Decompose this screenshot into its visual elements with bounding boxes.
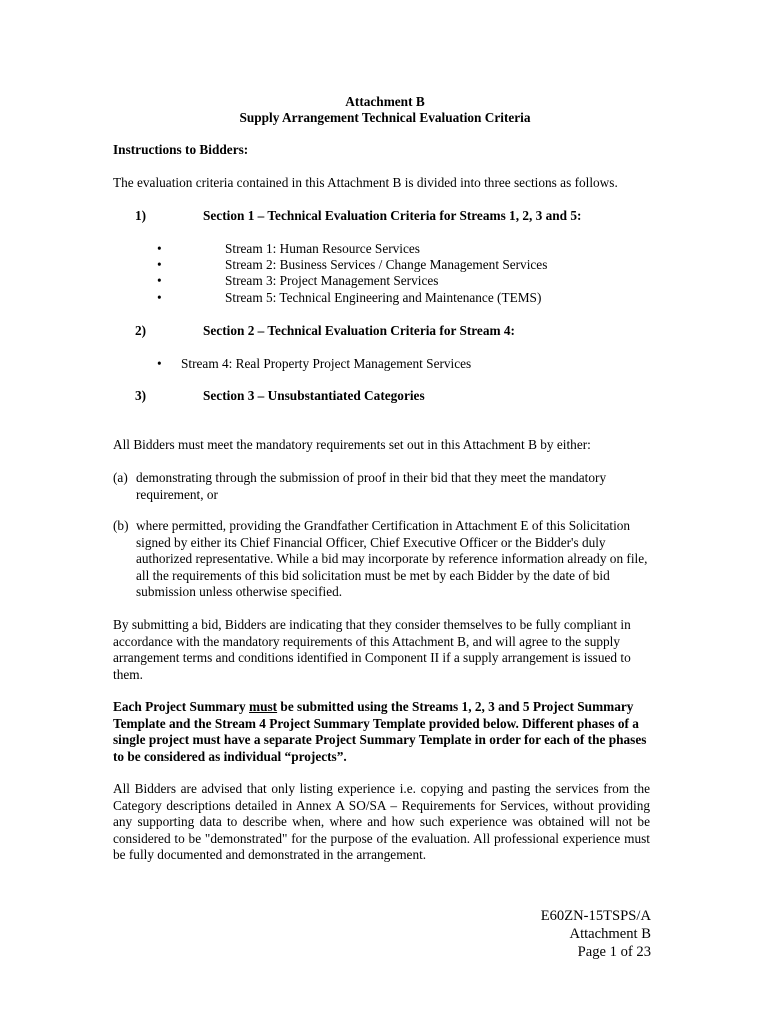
project-summary-paragraph [113, 699, 650, 765]
project-summary-emphasis: must [249, 699, 278, 714]
compliance-paragraph: By submitting a bid, Bidders are indicating that they consider themselves to be fully compliant in accordance with the mandatory requirements of this Attachment B, and will agree to the supply arrangement terms and conditions identified in Component II if a supply arrangement is issued to them. [113, 617, 631, 682]
option-b [113, 518, 653, 602]
section-title: Section 1 – Technical Evaluation Criteria for Streams 1, 2, 3 and 5: [203, 208, 582, 223]
footer-doc-number: E60ZN-15TSPS/A [540, 908, 651, 924]
section-3-heading [113, 388, 653, 405]
bullet-icon: • [157, 356, 162, 371]
stream-2-item: Stream 2: Business Services / Change Management Services [225, 257, 548, 272]
mandatory-intro: All Bidders must meet the mandatory requirements set out in this Attachment B by either: [113, 437, 591, 452]
project-summary-text-start: Each Project Summary [113, 699, 250, 714]
bullet-icon: • [157, 273, 162, 288]
stream-5-item: Stream 5: Technical Engineering and Maintenance (TEMS) [225, 290, 542, 305]
stream-1-item: Stream 1: Human Resource Services [225, 241, 420, 256]
option-text: demonstrating through the submission of proof in their bid that they meet the mandatory requirement, or [136, 470, 607, 502]
section-1-heading [113, 208, 653, 225]
section-number: 3) [135, 388, 147, 403]
option-a [113, 470, 653, 504]
option-label: (a) [113, 470, 128, 485]
section-number: 2) [135, 323, 147, 338]
bullet-icon: • [157, 257, 162, 272]
section-number: 1) [135, 208, 147, 223]
project-summary-text-end: be submitted using the Streams 1, 2, 3 and 5 Project Summary Template and the Stream 4 Project Summary Template provided below. Different phases of a single project must have a separate Project Summary Template in order for each of the phases to be considered as individual “projects”. [113, 699, 647, 764]
instructions-heading: Instructions to Bidders: [113, 142, 249, 157]
intro-paragraph: The evaluation criteria contained in this Attachment B is divided into three sections as follows. [113, 175, 618, 190]
bullet-icon: • [157, 241, 162, 256]
option-label: (b) [113, 518, 129, 533]
stream-3-item: Stream 3: Project Management Services [225, 273, 439, 288]
stream-4-item: Stream 4: Real Property Project Management Services [181, 356, 472, 371]
footer-attachment: Attachment B [569, 926, 651, 942]
section-title: Section 3 – Unsubstantiated Categories [203, 388, 425, 403]
section-title: Section 2 – Technical Evaluation Criteria for Stream 4: [203, 323, 515, 338]
footer-page-number: Page 1 of 23 [577, 944, 651, 960]
option-text: where permitted, providing the Grandfather Certification in Attachment E of this Solicitation signed by either its Chief Financial Officer, Chief Executive Officer or the Bidder's duly authorized representative. While a bid may incorporate by reference information already on file, all the requirements of this bid solicitation must be met by each Bidder by the date of bid submission unless otherwise specified. [136, 518, 648, 599]
advisory-paragraph: All Bidders are advised that only listing experience i.e. copying and pasting the services from the Category descriptions detailed in Annex A SO/SA – Requirements for Services, without providing any supporting data to describe when, where and how such experience was obtained will not be considered to be "demonstrated" for the purpose of the evaluation. All professional experience must be fully documented and demonstrated in the arrangement. [113, 781, 650, 862]
section-2-heading [113, 323, 653, 340]
document-subtitle: Supply Arrangement Technical Evaluation Criteria [239, 110, 531, 125]
document-title: Attachment B [345, 94, 425, 109]
bullet-icon: • [157, 290, 162, 305]
